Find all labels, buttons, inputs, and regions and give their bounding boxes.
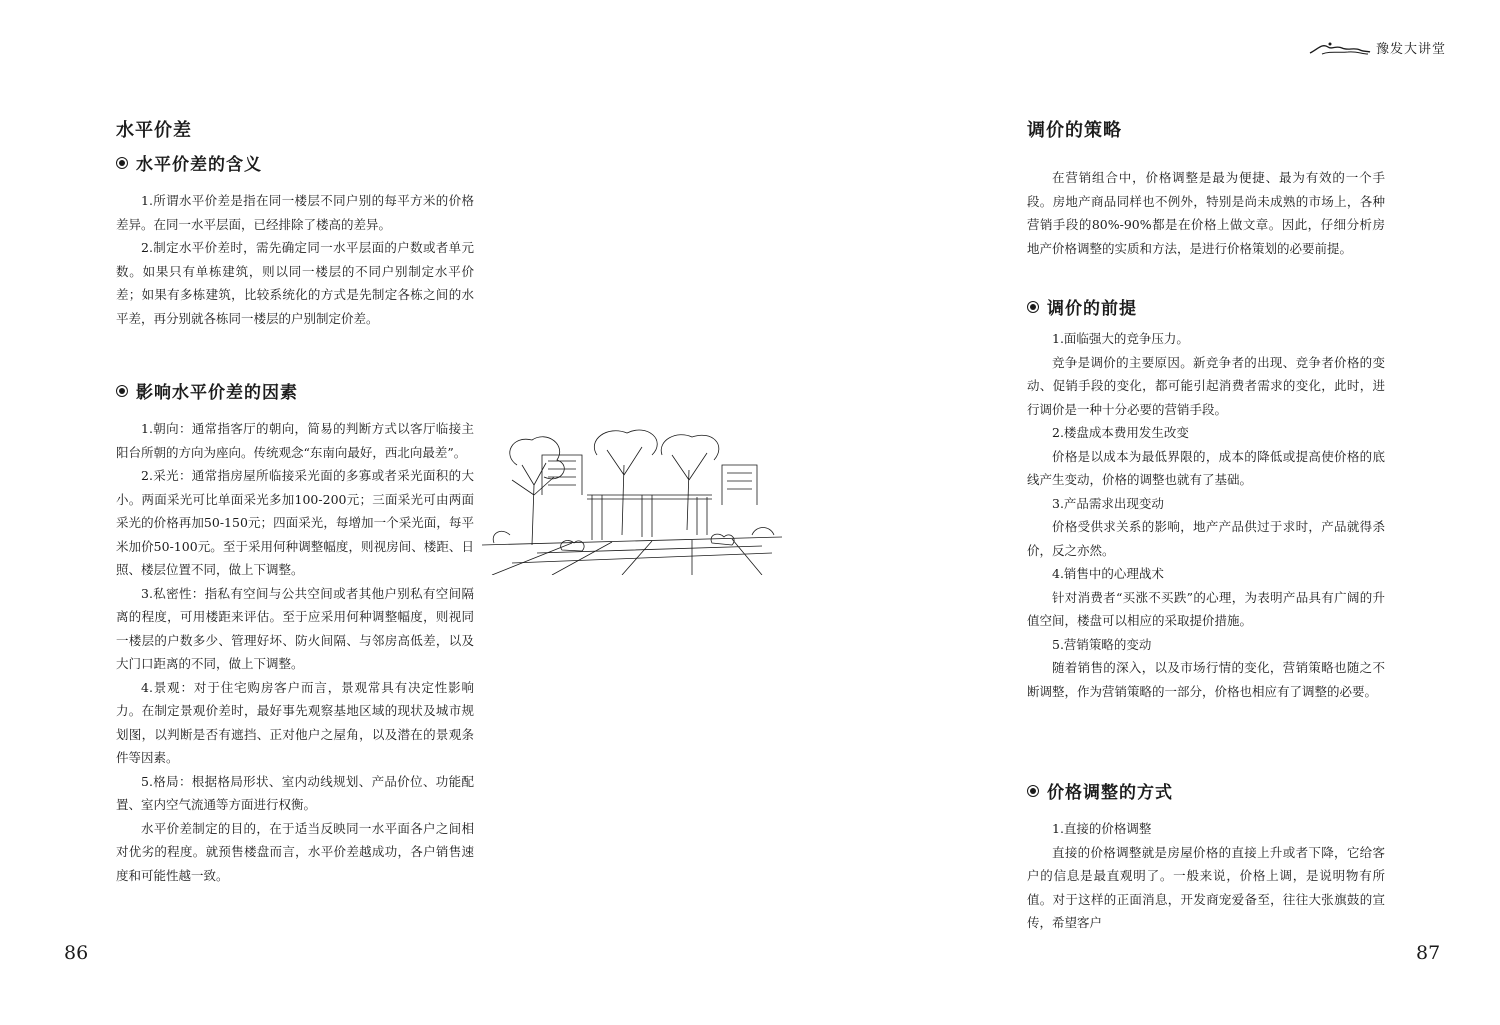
item-heading: 2.楼盘成本费用发生改变 <box>1052 425 1189 440</box>
section-title <box>1027 778 1173 803</box>
paragraph: 在营销组合中，价格调整是最为便捷、最为有效的一个手段。房地产商品同样也不例外，特别是尚未成熟的市场上，各种营销手段的80%-90%都是在价格上做文章。因此，仔细分析房地产价格调整的实质和方法，是进行价格策划的必要前提。 <box>1027 170 1385 256</box>
item-heading: 4.销售中的心理战术 <box>1052 566 1164 581</box>
item-body: 竞争是调价的主要原因。新竞争者的出现、竞争者价格的变动、促销手段的变化，都可能引起消费者需求的变化，此时，进行调价是一种十分必要的营销手段。 <box>1027 354 1385 417</box>
chapter-title: 调价的策略 <box>1027 120 1122 141</box>
item-heading: 3.产品需求出现变动 <box>1052 495 1164 511</box>
section-body <box>1027 817 1385 935</box>
item-body: 针对消费者“买涨不买跌”的心理，为表明产品具有广阔的升值空间，楼盘可以相应的采取提价措施。 <box>1027 589 1385 628</box>
item-body: 随着销售的深入，以及市场行情的变化，营销策略也随之不断调整，作为营销策略的一部分，价格也相应有了调整的必要。 <box>1027 660 1385 699</box>
bullet-circle-icon <box>116 157 128 169</box>
section-title <box>116 150 262 175</box>
chapter-title: 水平价差 <box>116 120 192 141</box>
paragraph: 1.所谓水平价差是指在同一楼层不同户别的每平方米的价格差异。在同一水平层面，已经排除了楼高的差异。 <box>116 193 474 232</box>
item-body: 价格受供求关系的影响，地产产品供过于求时，产品就得杀价，反之亦然。 <box>1027 519 1385 558</box>
item-heading: 1.面临强大的竞争压力。 <box>1052 331 1189 346</box>
paragraph: 4.景观：对于住宅购房客户而言，景观常具有决定性影响力。在制定景观价差时，最好事先观察基地区域的现状及城市规划图，以判断是否有遮挡、正对他户之屋角，以及潜在的景观条件等因素。 <box>116 679 474 765</box>
logo-text: 豫发大讲堂 <box>1376 42 1447 57</box>
paragraph: 5.格局：根据格局形状、室内动线规划、产品价位、功能配置、室内空气流通等方面进行权衡。 <box>116 773 474 812</box>
item-body: 价格是以成本为最低界限的，成本的降低或提高使价格的底线产生变动，价格的调整也就有了基础。 <box>1027 448 1385 487</box>
page-number: 87 <box>1416 942 1441 964</box>
garden-sketch-illustration <box>482 425 782 575</box>
paragraph: 2.制定水平价差时，需先确定同一水平层面的户数或者单元数。如果只有单栋建筑，则以同一楼层的不同户别制定水平价差；如果有多栋建筑，比较系统化的方式是先制定各栋之间的水平差，再分别就各栋同一楼层的户别制定价差。 <box>116 240 474 326</box>
section-body <box>116 417 474 887</box>
section-title <box>1027 294 1137 319</box>
section-title-text: 影响水平价差的因素 <box>136 383 298 403</box>
section-title-text: 价格调整的方式 <box>1047 783 1173 803</box>
bullet-circle-icon <box>1027 785 1039 797</box>
section-title-text: 水平价差的含义 <box>136 155 262 175</box>
item-heading: 1.直接的价格调整 <box>1052 821 1152 836</box>
bullet-circle-icon <box>1027 301 1039 313</box>
paragraph: 2.采光：通常指房屋所临接采光面的多寡或者采光面积的大小。两面采光可比单面采光多加100-200元；三面采光可由两面采光的价格再加50-150元；四面采光，每增加一个采光面，每平米加价50-100元。至于采用何种调整幅度，则视房间、楼距、日照、楼层位置不同，做上下调整。 <box>116 468 474 577</box>
section-title <box>116 378 298 403</box>
paragraph: 水平价差制定的目的，在于适当反映同一水平面各户之间相对优劣的程度。就预售楼盘而言，水平价差越成功，各户销售速度和可能性越一致。 <box>116 820 474 883</box>
section-body <box>1027 327 1385 703</box>
item-body: 直接的价格调整就是房屋价格的直接上升或者下降，它给客户的信息是最直观明了。一般来说，价格上调，是说明物有所值。对于这样的正面消息，开发商宠爱备至，往往大张旗鼓的宣传，希望客户 <box>1027 844 1385 930</box>
intro-body <box>1027 166 1385 260</box>
bullet-circle-icon <box>116 385 128 397</box>
paragraph: 3.私密性：指私有空间与公共空间或者其他户别私有空间隔离的程度，可用楼距来评估。至于应采用何种调整幅度，则视同一楼层的户数多少、管理好坏、防火间隔、与邻房高低差，以及大门口距离的不同，做上下调整。 <box>116 585 474 671</box>
right-page <box>750 0 1500 1025</box>
page-number: 86 <box>64 942 89 964</box>
paragraph: 1.朝向：通常指客厅的朝向，简易的判断方式以客厅临接主阳台所朝的方向为座向。传统观念“东南向最好，西北向最差”。 <box>116 421 474 460</box>
section-title-text: 调价的前提 <box>1047 299 1137 319</box>
section-body <box>116 189 474 330</box>
item-heading: 5.营销策略的变动 <box>1052 636 1152 652</box>
